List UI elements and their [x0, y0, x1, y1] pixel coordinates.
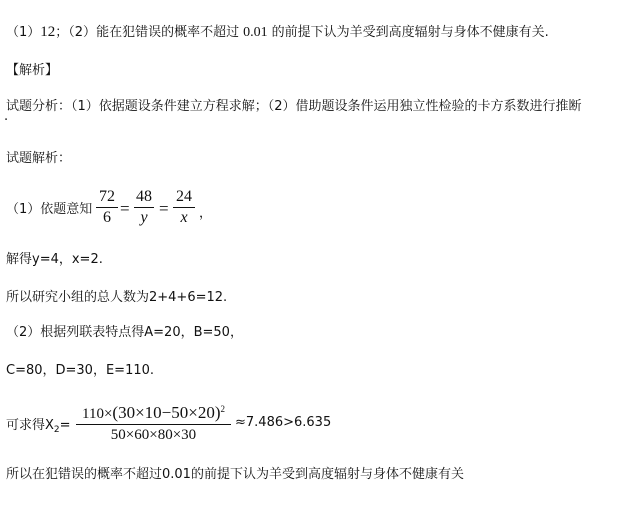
fraction-denominator: x [180, 209, 188, 226]
fraction-bar [76, 424, 231, 425]
step2-line2: C=80，D=30，E=110. [6, 363, 155, 378]
chi-numerator-sup: 2 [220, 404, 225, 414]
fraction-48-over-y [134, 188, 154, 227]
analysis-header: 【解析】 [6, 63, 59, 78]
answer-separator: ；（2） [55, 25, 97, 40]
chi-prefix [6, 414, 71, 435]
fraction-numerator: 72 [99, 188, 115, 205]
solve-line: 解得y=4，x=2. [6, 252, 103, 267]
chi-square-fraction [76, 400, 231, 444]
solution-header: 试题解析： [6, 151, 72, 166]
answer-part2-text-a: 能在犯错误的概率不超过 [96, 25, 240, 40]
answer-part1-value: 12 [40, 24, 56, 40]
answer-part2-text-b: 的前提下认为羊受到高度辐射与身体不健康有关. [271, 25, 549, 40]
chi-subscript: 2 [53, 425, 60, 435]
answer-part2-number: 0.01 [243, 25, 268, 40]
fraction-24-over-x [173, 188, 195, 227]
analysis-trailing-dot: . [4, 109, 9, 124]
step1-tail-comma: ， [199, 206, 213, 221]
step1-prefix: （1）依题意知 [6, 202, 93, 217]
chi-denominator: 50×60×80×30 [110, 427, 197, 443]
chi-numerator-a: 110× [82, 406, 113, 422]
fraction-72-over-6 [96, 188, 118, 227]
answer-line [6, 24, 549, 41]
equals-sign: = [120, 199, 130, 218]
total-line: 所以研究小组的总人数为2+4+6=12. [6, 290, 228, 305]
fraction-bar [134, 207, 154, 208]
chi-approx-result: ≈7.486>6.635 [235, 415, 332, 430]
fraction-denominator: 6 [103, 209, 111, 226]
chi-equals: = [59, 418, 71, 433]
answer-part1-prefix: （1） [6, 25, 41, 40]
fraction-numerator: 48 [136, 188, 152, 205]
equals-sign: = [159, 199, 169, 218]
fraction-bar [96, 207, 118, 208]
fraction-bar [173, 207, 195, 208]
chi-numerator [76, 400, 231, 423]
chi-numerator-b: (30×10−50×20) [112, 403, 221, 422]
conclusion-line: 所以在犯错误的概率不超过0.01的前提下认为羊受到高度辐射与身体不健康有关 [6, 467, 464, 482]
fraction-numerator: 24 [176, 188, 192, 205]
step2-line1: （2）根据列联表特点得A=20，B=50， [6, 325, 243, 340]
analysis-text: 试题分析：（1）依据题设条件建立方程求解；（2）借助题设条件运用独立性检验的卡方系数进行推断 [6, 99, 582, 114]
chi-prefix-text: 可求得X [6, 418, 54, 433]
fraction-denominator: y [140, 209, 148, 226]
